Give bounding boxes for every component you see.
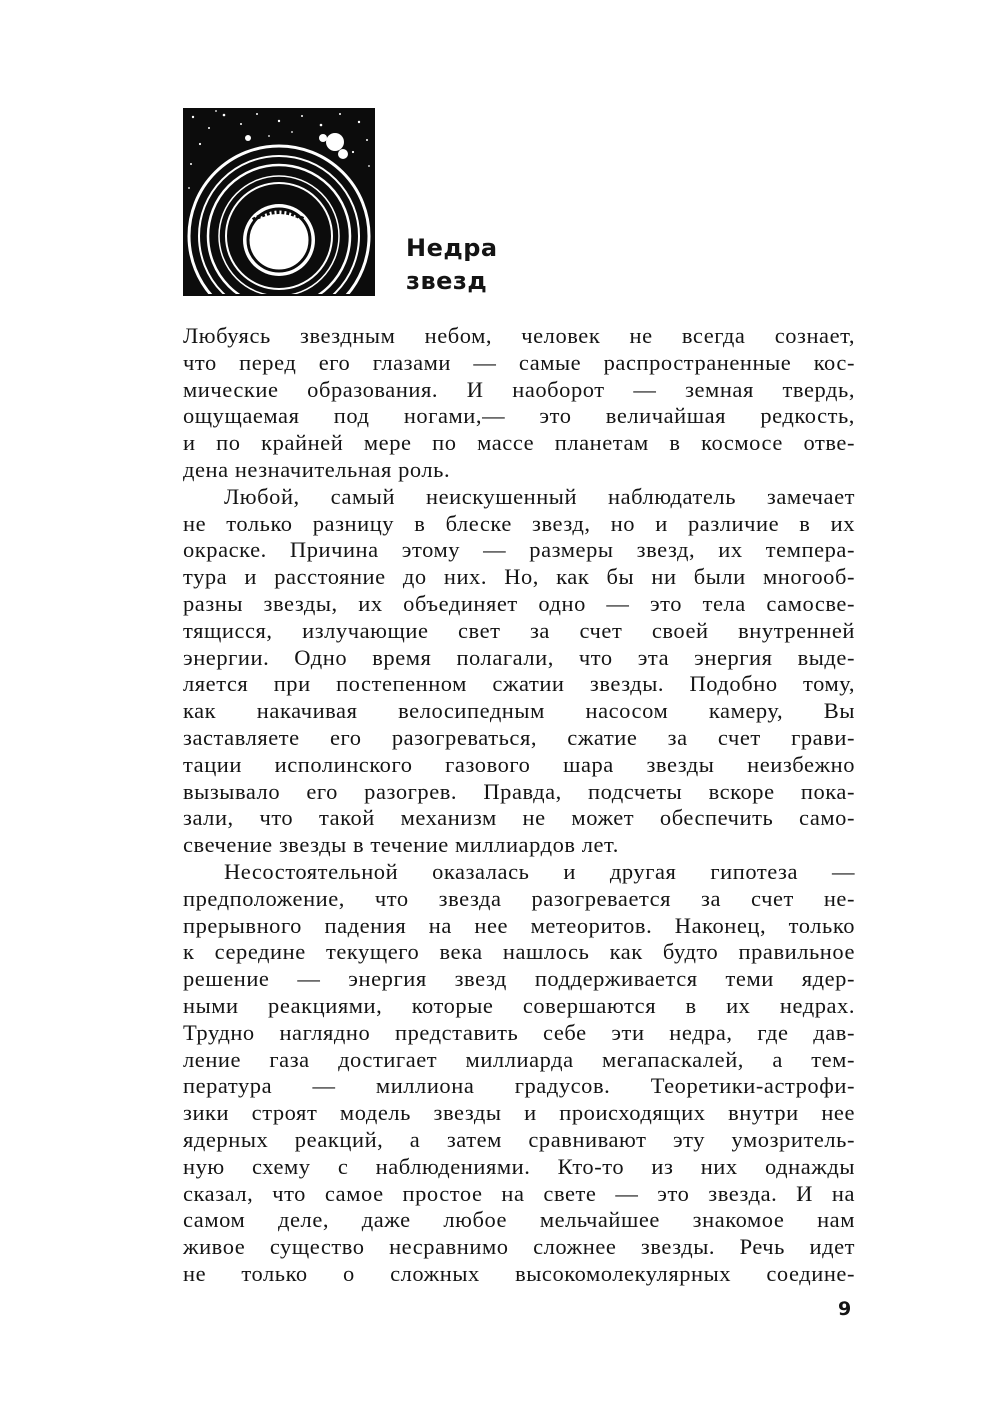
text-line: ную схему с наблюдениями. Кто-то из них однажды (183, 1153, 855, 1179)
text-line: пература — миллиона градусов. Теоретики-астрофи- (183, 1073, 855, 1099)
text-line: зики строят модель звезды и происходящих внутри нее (183, 1100, 855, 1126)
text-line: к середине текущего века нашлось как будто правильное (183, 939, 855, 965)
text-line: ощущаемая под ногами,— это величайшая редкость, (183, 403, 855, 429)
text-line: не только разницу в блеске звезд, но и различие в их (183, 510, 855, 536)
section-title (406, 232, 498, 298)
text-line: ляется при постепенном сжатии звезды. Подобно тому, (183, 671, 855, 697)
star-rings-icon (183, 108, 375, 296)
text-line: тящисся, излучающие свет за счет своей внутренней (183, 617, 855, 643)
text-line: вызывало его разогрев. Правда, подсчеты вскоре пока- (183, 778, 855, 804)
text-line: энергии. Одно время полагали, что эта энергия выде- (183, 644, 855, 670)
text-line: что перед его глазами — самые распространенные кос- (183, 349, 855, 375)
text-line: заставляете его разогреваться, сжатие за счет грави- (183, 724, 855, 750)
section-title-line-1: Недра (406, 234, 498, 262)
text-line: Любуясь звездным небом, человек не всегда сознает, (183, 323, 855, 348)
text-line: Любой, самый неискушенный наблюдатель замечает (224, 483, 855, 509)
text-line: свечение звезды в течение миллиардов лет. (183, 832, 619, 858)
star-interior-illustration (183, 108, 375, 296)
text-line: ление газа достигает миллиарда мегапаскалей, а тем- (183, 1046, 855, 1072)
text-line: и по крайней мере по массе планетам в космосе отве- (183, 430, 855, 456)
page-number: 9 (838, 1298, 852, 1320)
text-line: ными реакциями, которые совершаются в их недрах. (183, 992, 855, 1018)
text-line: разны звезды, их объединяет одно — это тела самосве- (183, 590, 855, 616)
section-title-line-2: звезд (406, 267, 488, 295)
text-line: как накачивая велосипедным насосом камеру, Вы (183, 698, 855, 724)
text-line: тации исполинского газового шара звезды неизбежно (183, 751, 855, 777)
text-line: живое существо несравнимо сложнее звезды. Речь идет (183, 1234, 855, 1260)
text-line: мические образования. И наоборот — земная твердь, (183, 376, 855, 402)
text-line: зали, что такой механизм не может обеспечить само- (183, 805, 855, 831)
text-line: тура и расстояние до них. Но, как бы ни были многооб- (183, 564, 855, 590)
text-line: не только о сложных высокомолекулярных соедине- (183, 1260, 855, 1286)
text-line: ядерных реакций, а затем сравнивают эту умозритель- (183, 1126, 855, 1152)
text-line: Трудно наглядно представить себе эти недра, где дав- (183, 1019, 855, 1045)
text-line: дена незначительная роль. (183, 456, 451, 482)
text-line: самом деле, даже любое мельчайшее знакомое нам (183, 1207, 855, 1233)
body-text (183, 323, 855, 1288)
text-line: предположение, что звезда разогревается за счет не- (183, 885, 855, 911)
text-line: сказал, что самое простое на свете — это звезда. И на (183, 1180, 855, 1206)
text-line: окраске. Причина этому — размеры звезд, их темпера- (183, 537, 855, 563)
text-line: Несостоятельной оказалась и другая гипотеза — (224, 858, 855, 884)
text-line: прерывного падения на нее метеоритов. Наконец, только (183, 912, 855, 938)
text-line: решение — энергия звезд поддерживается теми ядер- (183, 966, 855, 992)
